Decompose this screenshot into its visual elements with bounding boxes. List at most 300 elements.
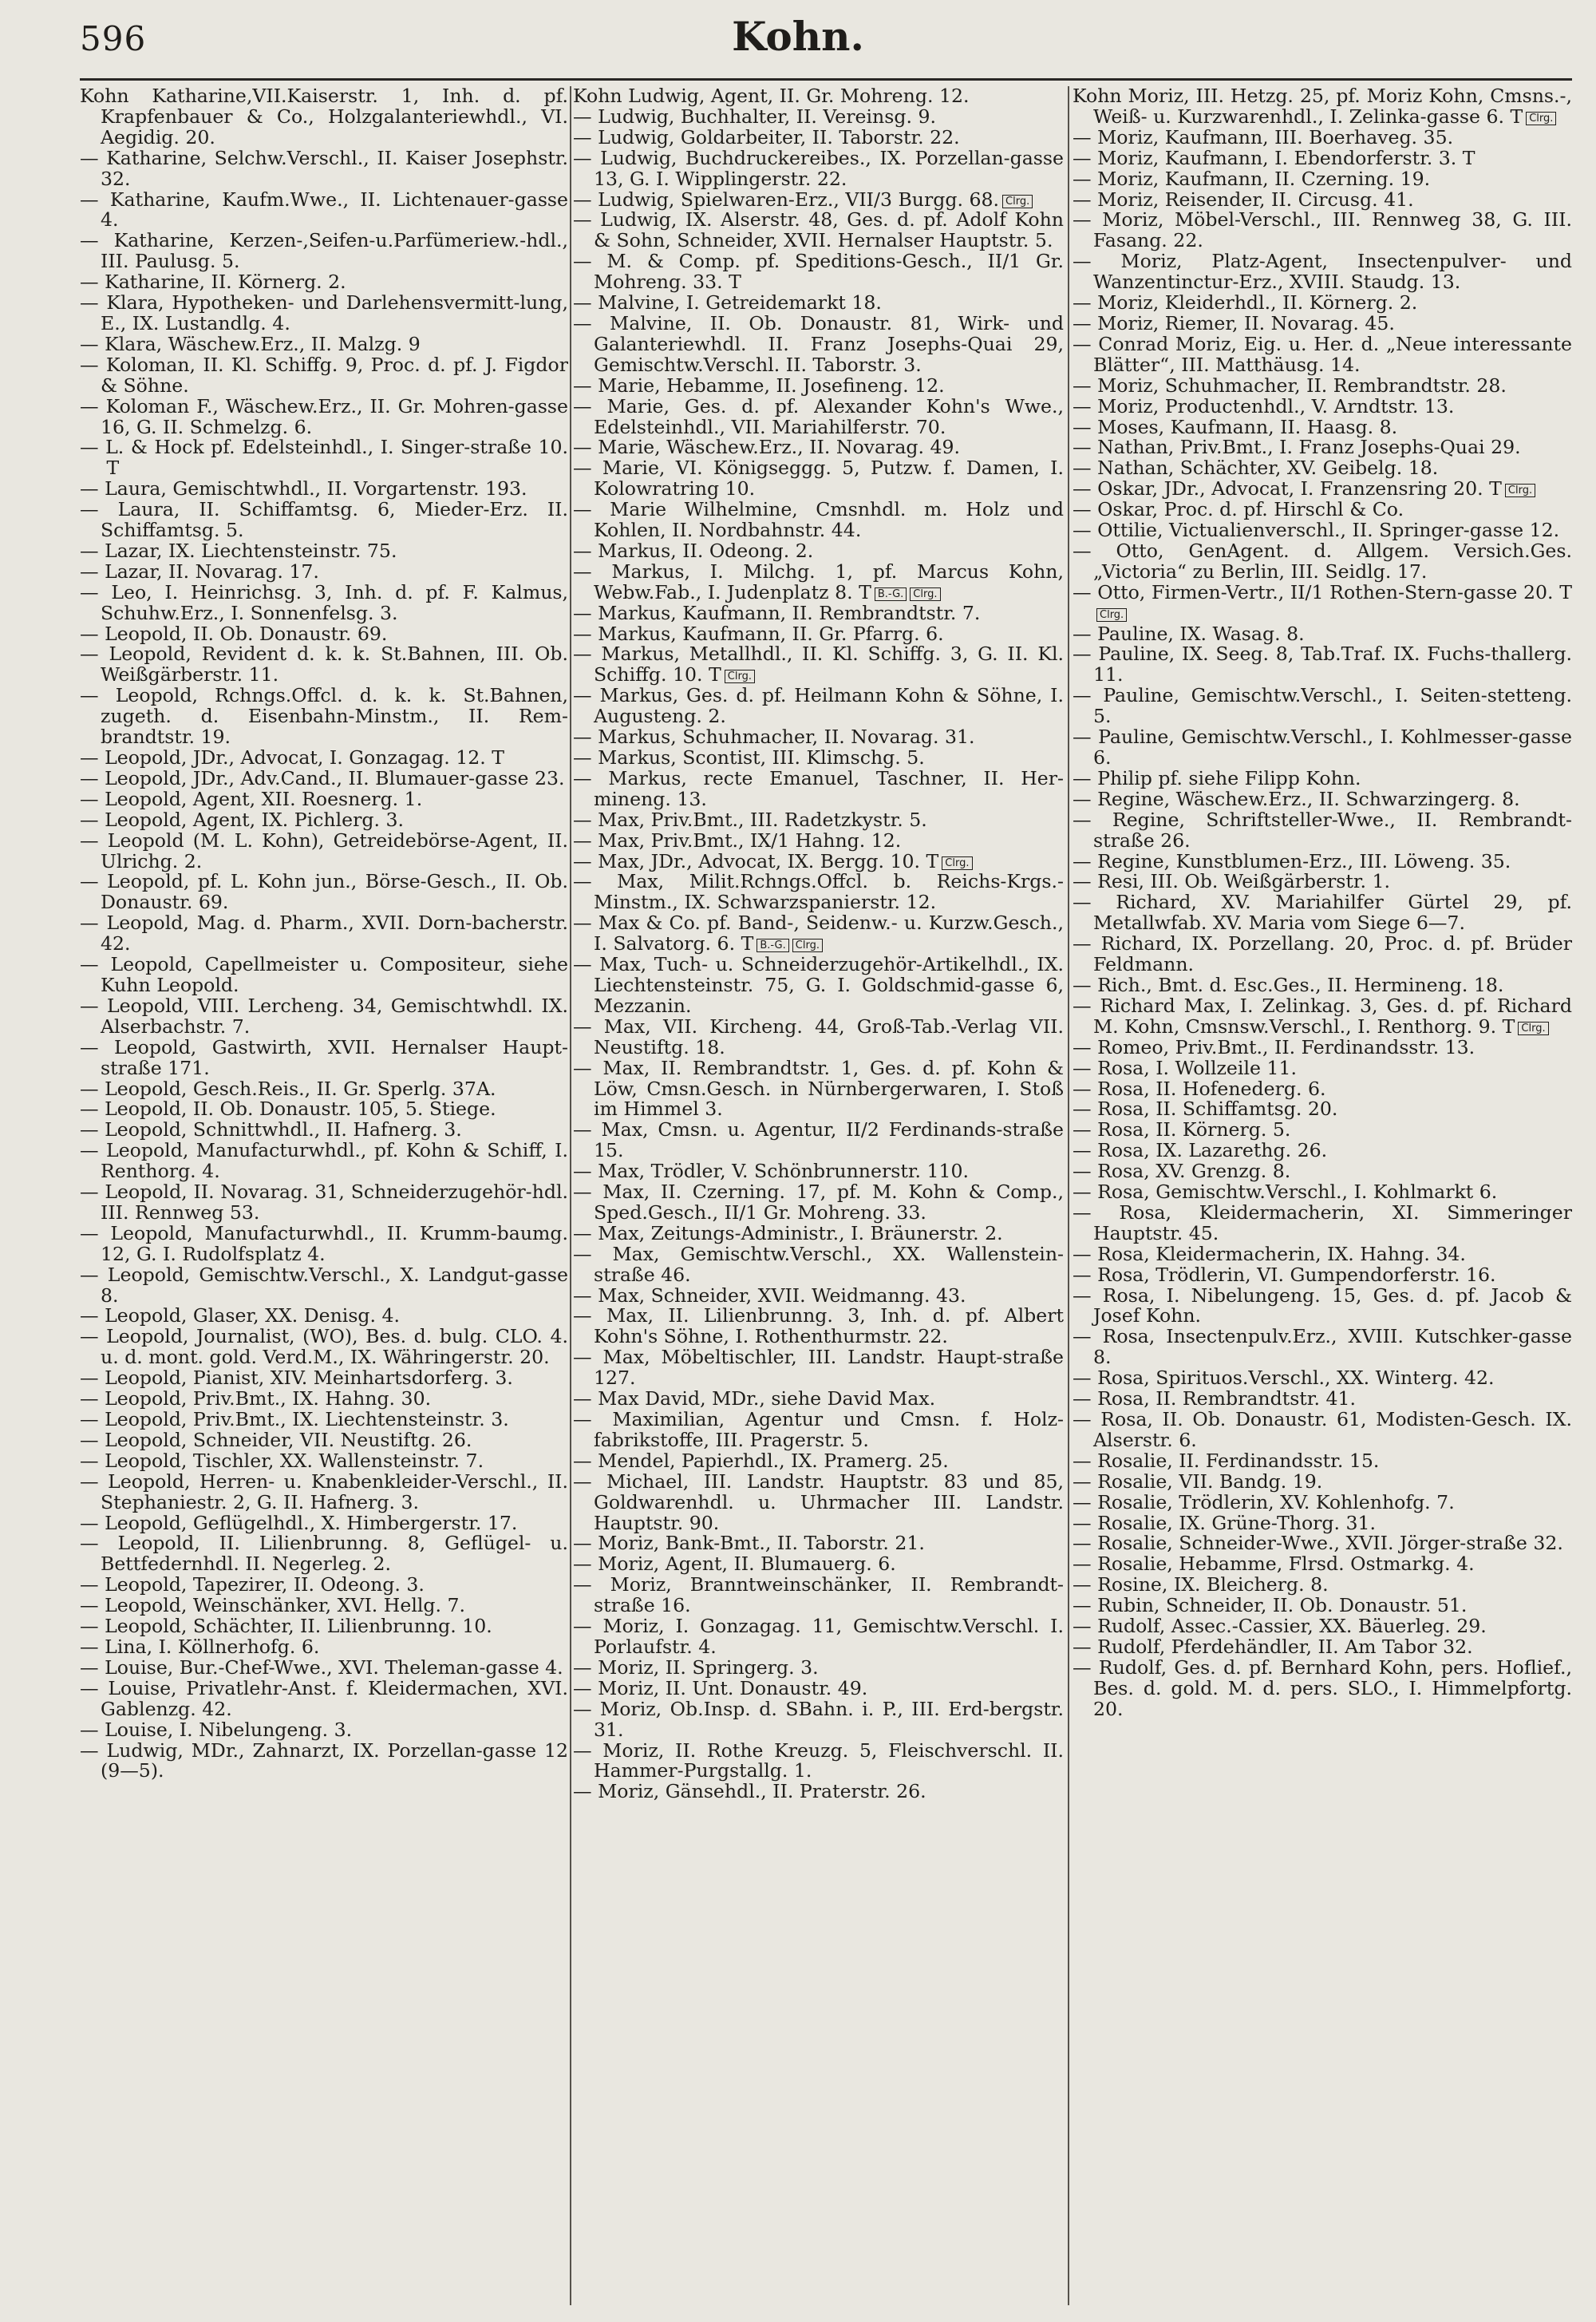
entry-text: — Michael, III. Landstr. Hauptstr. 83 und 85, Goldwarenhdl. u. Uhrmacher III. Landstr. Hauptstr. 90.	[573, 1470, 1064, 1534]
entry-text: — Leopold, II. Ob. Donaustr. 69.	[80, 622, 388, 645]
entry-text: — Maximilian, Agentur und Cmsn. f. Holz-fabrikstoffe, III. Pragerstr. 5.	[573, 1408, 1064, 1451]
directory-entry	[1073, 1513, 1572, 1534]
telephone-marker: T	[735, 932, 754, 955]
directory-entry	[1073, 766, 1572, 789]
page-title: Kohn.	[732, 13, 864, 60]
directory-entry	[573, 311, 1064, 376]
directory-entry	[1073, 1079, 1572, 1100]
directory-entry	[80, 562, 568, 583]
directory-entry	[80, 872, 568, 913]
directory-entry	[80, 1079, 568, 1100]
directory-entry	[1073, 580, 1572, 624]
entry-text: — Moriz, II. Rothe Kreuzg. 5, Fleischverschl. II. Hammer-Purgstallg. 1.	[573, 1739, 1064, 1782]
telephone-marker: T	[920, 849, 939, 872]
telephone-marker: T	[702, 663, 721, 686]
directory-entry	[80, 1035, 568, 1079]
entry-text: — Moses, Kaufmann, II. Haasg. 8.	[1073, 415, 1398, 438]
entry-text: — Laura, Gemischtwhdl., II. Vorgartenstr. 193.	[80, 477, 527, 500]
directory-entry	[1073, 125, 1572, 148]
entry-text: — Rosalie, IX. Grüne-Thorg. 31.	[1073, 1511, 1377, 1534]
entry-text: — Otto, GenAgent. d. Allgem. Versich.Ges. „Victoria“ zu Berlin, III. Seidlg. 17.	[1073, 539, 1572, 583]
directory-entry	[80, 479, 568, 500]
directory-entry	[1073, 148, 1572, 169]
directory-entry	[80, 996, 568, 1038]
entry-text: — Rosalie, VII. Bandg. 19.	[1073, 1470, 1323, 1493]
entry-text: — Markus, II. Odeong. 2.	[573, 539, 814, 562]
directory-entry	[573, 1286, 1064, 1307]
directory-entry	[80, 334, 568, 355]
entry-text: — Markus, I. Milchg. 1, pf. Marcus Kohn, Webw.Fab., I. Judenplatz 8.	[573, 560, 1064, 603]
entry-text: — Rosine, IX. Bleicherg. 8.	[1073, 1573, 1329, 1596]
entry-text: — Marie, Ges. d. pf. Alexander Kohn's Wwe., Edelsteinhdl., VII. Mariahilferstr. 70.	[573, 394, 1064, 438]
directory-entry	[80, 1430, 568, 1451]
entry-text: — Leopold, Priv.Bmt., IX. Liechtensteinstr. 3.	[80, 1408, 509, 1430]
entry-text: — Moriz, Productenhdl., V. Arndtstr. 13.	[1073, 394, 1455, 417]
entry-text: — Max, Zeitungs-Administr., I. Bräunerstr. 2.	[573, 1221, 1003, 1244]
entry-text: — Leopold, Agent, XII. Roesnerg. 1.	[80, 787, 423, 810]
entry-text: — Katharine, II. Körnerg. 2.	[80, 271, 346, 294]
directory-entry	[573, 148, 1064, 190]
entry-text: — Oskar, JDr., Advocat, I. Franzensring 20.	[1073, 477, 1483, 500]
column-divider-1	[570, 86, 571, 2305]
directory-entry	[573, 1161, 1064, 1182]
directory-entry	[80, 1410, 568, 1430]
directory-entry	[80, 293, 568, 334]
entry-text: — M. & Comp. pf. Speditions-Gesch., II/1 Gr. Mohreng. 33.	[573, 250, 1064, 294]
clearing-badge: Clrg.	[792, 939, 823, 952]
directory-entry	[1073, 1368, 1572, 1389]
entry-text: — Rudolf, Pferdehändler, II. Am Tabor 32.	[1073, 1635, 1473, 1658]
directory-entry	[1073, 541, 1572, 583]
entry-text: — Marie Wilhelmine, Cmsnhdl. m. Holz und Kohlen, II. Nordbahnstr. 44.	[573, 498, 1064, 542]
entry-text: — Moriz, Branntweinschänker, II. Rembrandt-straße 16.	[573, 1573, 1064, 1617]
directory-entry	[80, 580, 568, 624]
directory-entry	[573, 190, 1064, 211]
entry-text: — Max, JDr., Advocat, IX. Bergg. 10.	[573, 849, 921, 872]
entry-text: — Marie, Wäschew.Erz., II. Novarag. 49.	[573, 436, 961, 459]
entry-text: — Pauline, Gemischtw.Verschl., I. Kohlmesser-gasse 6.	[1073, 726, 1572, 769]
entry-text: — Markus, Ges. d. pf. Heilmann Kohn & Söhne, I. Augusteng. 2.	[573, 684, 1064, 728]
entry-text: — Leopold, II. Novarag. 31, Schneiderzugehör-hdl. III. Rennweg 53.	[80, 1181, 568, 1224]
telephone-marker: T	[1553, 580, 1572, 603]
directory-entry	[80, 1451, 568, 1472]
directory-entry	[80, 789, 568, 810]
clearing-badge: Clrg.	[725, 670, 755, 683]
directory-entry	[1073, 1327, 1572, 1368]
directory-entry	[1073, 1161, 1572, 1182]
entry-text: — Leopold, Gemischtw.Verschl., X. Landgut-gasse 8.	[80, 1263, 568, 1307]
directory-entry	[1073, 334, 1572, 376]
entry-text: — Leopold, Schnittwhdl., II. Hafnerg. 3.	[80, 1118, 462, 1141]
directory-entry	[1073, 520, 1572, 541]
entry-text: — Max, II. Rembrandtstr. 1, Ges. d. pf. Kohn & Löw, Cmsn.Gesch. in Nürnbergerwaren, I. Stoß im Himmel 3.	[573, 1056, 1064, 1121]
entry-text: — Rosa, XV. Grenzg. 8.	[1073, 1160, 1291, 1183]
directory-entry	[1073, 1490, 1572, 1513]
directory-entry	[1073, 1389, 1572, 1410]
directory-entry	[1073, 1637, 1572, 1658]
telephone-marker: T	[1456, 146, 1476, 169]
entry-text: — Moriz, Gänsehdl., II. Praterstr. 26.	[573, 1780, 926, 1803]
directory-entry	[573, 1389, 1064, 1410]
directory-entry	[1073, 437, 1572, 458]
directory-entry	[573, 1554, 1064, 1575]
entry-text: — Markus, Kaufmann, II. Rembrandtstr. 7.	[573, 601, 981, 624]
entry-text: — Leopold, Journalist, (WO), Bes. d. bulg. CLO. 4. u. d. mont. gold. Verd.M., IX. Währingerstr. 20.	[80, 1325, 568, 1369]
entry-text: — Moriz, II. Springerg. 3.	[573, 1655, 819, 1679]
directory-entry	[1073, 624, 1572, 645]
clearing-badge: Clrg.	[1505, 484, 1535, 497]
directory-entry	[573, 1306, 1064, 1347]
directory-entry	[1073, 872, 1572, 892]
entry-text: — Conrad Moriz, Eig. u. Her. d. „Neue interessante Blätter“, III. Matthäusg. 14.	[1073, 332, 1572, 376]
directory-entry	[573, 686, 1064, 727]
entry-text: — Regine, Kunstblumen-Erz., III. Löweng. 35.	[1073, 849, 1511, 872]
entry-text: — Leopold, Mag. d. Pharm., XVII. Dorn-bacherstr. 42.	[80, 912, 568, 955]
entry-text: — Rosa, II. Schiffamtsg. 20.	[1073, 1098, 1338, 1121]
entry-text: — Rosa, II. Körnerg. 5.	[1073, 1118, 1291, 1141]
entry-text: — Lina, I. Köllnerhofg. 6.	[80, 1635, 320, 1658]
entry-text: — Max, Trödler, V. Schönbrunnerstr. 110.	[573, 1160, 970, 1183]
directory-entry	[1073, 1265, 1572, 1286]
clearing-badge: B.-G.	[875, 587, 907, 601]
entry-text: — Rosalie, Hebamme, Flrsd. Ostmarkg. 4.	[1073, 1553, 1475, 1576]
entry-text: — Rosa, Trödlerin, VI. Gumpendorferstr. 16.	[1073, 1263, 1496, 1286]
directory-entry	[80, 148, 568, 190]
entry-text: — Ludwig, MDr., Zahnarzt, IX. Porzellan-gasse 12 (9—5).	[80, 1739, 568, 1782]
entry-text: — Rosalie, Schneider-Wwe., XVII. Jörger-straße 32.	[1073, 1532, 1563, 1555]
directory-entry	[1073, 417, 1572, 438]
entry-text: — Max, II. Lilienbrunng. 3, Inh. d. pf. Albert Kohn's Söhne, I. Rothenthurmstr. 22.	[573, 1304, 1064, 1348]
entry-text: — Markus, Kaufmann, II. Gr. Pfarrg. 6.	[573, 622, 944, 645]
directory-entry	[80, 1368, 568, 1389]
directory-entry	[1073, 376, 1572, 397]
directory-entry	[573, 1575, 1064, 1616]
entry-text: — Max, Gemischtw.Verschl., XX. Wallenstein-straße 46.	[573, 1242, 1064, 1286]
entry-text: — Max, Cmsn. u. Agentur, II/2 Ferdinands-straße 15.	[573, 1118, 1064, 1162]
telephone-marker: T	[101, 457, 120, 480]
directory-entry	[1073, 1058, 1572, 1079]
directory-entry	[80, 541, 568, 562]
entry-text: — Rosa, Kleidermacherin, XI. Simmeringer Hauptstr. 45.	[1073, 1201, 1572, 1244]
entry-text: — Max, Milit.Rchngs.Offcl. b. Reichs-Krgs.-Minstm., IX. Schwarzspanierstr. 12.	[573, 870, 1064, 914]
directory-entry	[573, 1472, 1064, 1534]
directory-entry	[80, 913, 568, 955]
clearing-badge: Clrg.	[1096, 608, 1127, 622]
directory-entry	[573, 1699, 1064, 1741]
directory-entry	[573, 1676, 1064, 1699]
directory-entry	[1073, 1554, 1572, 1575]
directory-entry	[80, 1327, 568, 1368]
directory-entry	[1073, 996, 1572, 1038]
directory-entry	[80, 810, 568, 831]
entry-text: — Rubin, Schneider, II. Ob. Donaustr. 51.	[1073, 1594, 1468, 1617]
directory-entry	[1073, 1244, 1572, 1265]
directory-entry	[1073, 1533, 1572, 1554]
entry-text: — Rosa, Gemischtw.Verschl., I. Kohlmarkt 6.	[1073, 1181, 1498, 1204]
clearing-badge: Clrg.	[1526, 112, 1556, 125]
directory-entry	[1073, 210, 1572, 251]
directory-entry	[573, 1616, 1064, 1658]
entry-text: — Lazar, IX. Liechtensteinstr. 75.	[80, 539, 397, 562]
directory-entry	[573, 1244, 1064, 1286]
entry-text: — Max David, MDr., siehe David Max.	[573, 1387, 936, 1410]
directory-entry	[80, 1533, 568, 1575]
entry-text: — Leopold, Capellmeister u. Compositeur, siehe Kuhn Leopold.	[80, 953, 568, 996]
entry-text: — Resi, III. Ob. Weißgärberstr. 1.	[1073, 870, 1391, 893]
directory-entry	[80, 1120, 568, 1141]
entry-text: — Leopold, Rchngs.Offcl. d. k. k. St.Bahnen, zugeth. d. Eisenbahn-Minstm., II. Rem-brandtstr. 19.	[80, 684, 568, 749]
entry-text: — Moriz, Möbel-Verschl., III. Rennweg 38, G. III. Fasang. 22.	[1073, 208, 1572, 252]
directory-entry	[80, 955, 568, 996]
entry-text: — Malvine, II. Ob. Donaustr. 81, Wirk- und Galanteriewhdl. II. Franz Josephs-Quai 29, Gemischtw.Verschl. II. Taborstr. 3.	[573, 311, 1064, 376]
entry-text: — Rudolf, Ges. d. pf. Bernhard Kohn, pers. Hoflief., Bes. d. gold. M. d. pers. SLO., I. Himmelpfortg. 20.	[1073, 1655, 1572, 1720]
directory-entry	[80, 1616, 568, 1637]
entry-text: — Ludwig, Buchhalter, II. Vereinsg. 9.	[573, 105, 936, 128]
entry-text: — Moriz, Reisender, II. Circusg. 41.	[1073, 188, 1414, 211]
entry-text: — Laura, II. Schiffamtsg. 6, Mieder-Erz. II. Schiffamtsg. 5.	[80, 498, 568, 542]
entry-text: — Pauline, IX. Seeg. 8, Tab.Traf. IX. Fuchs-thallerg. 11.	[1073, 643, 1572, 686]
entry-text: — Moriz, Platz-Agent, Insectenpulver- und Wanzentinctur-Erz., XVIII. Staudg. 13.	[1073, 250, 1572, 294]
directory-entry	[573, 458, 1064, 500]
entry-text: — Philip pf. siehe Filipp Kohn.	[1073, 766, 1361, 789]
entry-text: — Marie, Hebamme, II. Josefineng. 12.	[573, 374, 945, 397]
directory-entry	[80, 1182, 568, 1224]
directory-entry	[1073, 934, 1572, 975]
entry-text: — Rich., Bmt. d. Esc.Ges., II. Hermineng. 18.	[1073, 973, 1504, 996]
entry-text: — Rosa, Spirituos.Verschl., XX. Winterg. 42.	[1073, 1367, 1495, 1390]
entry-text: — Moriz, I. Gonzagag. 11, Gemischtw.Verschl. I. Porlaufstr. 4.	[573, 1615, 1064, 1658]
telephone-marker: T	[852, 580, 871, 603]
directory-entry	[1073, 789, 1572, 810]
entry-text: — Max, VII. Kircheng. 44, Groß-Tab.-Verlag VII. Neustiftg. 18.	[573, 1015, 1064, 1058]
entry-text: — Leopold, Pianist, XIV. Meinhartsdorferg. 3.	[80, 1367, 513, 1390]
entry-text: — Koloman F., Wäschew.Erz., II. Gr. Mohren-gasse 16, G. II. Schmelzg. 6.	[80, 394, 568, 438]
directory-entry	[1073, 1410, 1572, 1451]
entry-text: — Moriz, Agent, II. Blumauerg. 6.	[573, 1553, 896, 1576]
directory-entry	[80, 1720, 568, 1741]
directory-entry	[1073, 458, 1572, 479]
entry-text: — Max, Möbeltischler, III. Landstr. Haupt-straße 127.	[573, 1346, 1064, 1390]
entry-text: — Leopold, Priv.Bmt., IX. Hahng. 30.	[80, 1387, 432, 1410]
directory-entry	[80, 1676, 568, 1720]
entry-text: — Nathan, Schächter, XV. Geibelg. 18.	[1073, 457, 1439, 480]
entry-text: — Leopold, Tischler, XX. Wallensteinstr. 7.	[80, 1449, 484, 1472]
entry-text: — Louise, Privatlehr-Anst. f. Kleidermachen, XVI. Gablenzg. 42.	[80, 1676, 568, 1720]
telephone-marker: T	[485, 746, 504, 769]
entry-text: — Ludwig, Spielwaren-Erz., VII/3 Burgg. 68.	[573, 188, 1000, 211]
entry-text: — Klara, Hypotheken- und Darlehensvermitt-lung, E., IX. Lustandlg. 4.	[80, 291, 568, 334]
entry-text: Kohn Moriz, III. Hetzg. 25, pf. Moriz Kohn, Cmsns.-, Weiß- u. Kurzwarenhdl., I. Zelinka-gasse 6.	[1073, 86, 1572, 128]
directory-entry	[80, 1741, 568, 1782]
directory-entry	[573, 644, 1064, 686]
directory-entry	[573, 748, 1064, 769]
directory-entry	[1073, 849, 1572, 872]
directory-entry	[80, 1513, 568, 1534]
header-rule	[80, 78, 1572, 81]
directory-entry	[80, 231, 568, 272]
directory-entry	[80, 686, 568, 748]
directory-entry	[573, 251, 1064, 293]
entry-text: — Leopold, Manufacturwhdl., II. Krumm-baumg. 12, G. I. Rudolfsplatz 4.	[80, 1221, 568, 1265]
directory-entry	[1073, 251, 1572, 293]
entry-text: — Rosa, II. Hofenederg. 6.	[1073, 1077, 1326, 1100]
entry-text: — Rosa, Insectenpulv.Erz., XVIII. Kutschker-gasse 8.	[1073, 1325, 1572, 1369]
entry-text: — Leo, I. Heinrichsg. 3, Inh. d. pf. F. Kalmus, Schuhw.Erz., I. Sonnenfelsg. 3.	[80, 580, 568, 624]
entry-text: — Max, Schneider, XVII. Weidmanng. 43.	[573, 1284, 966, 1307]
directory-entry	[1073, 1035, 1572, 1058]
directory-entry	[1073, 644, 1572, 686]
entry-text: — Lazar, II. Novarag. 17.	[80, 560, 319, 583]
directory-entry	[80, 1221, 568, 1265]
entry-text: — Rosa, IX. Lazarethg. 26.	[1073, 1139, 1328, 1162]
entry-text: — Rosalie, II. Ferdinandsstr. 15.	[1073, 1449, 1380, 1472]
entry-text: — Max & Co. pf. Band-, Seidenw.- u. Kurzw.Gesch., I. Salvatorg. 6.	[573, 912, 1064, 955]
telephone-marker: T	[722, 271, 741, 294]
directory-entry	[573, 1017, 1064, 1058]
directory-entry	[573, 955, 1064, 1017]
column-divider-2	[1068, 86, 1069, 2305]
entry-text: — Katharine, Kaufm.Wwe., II. Lichtenauer-gasse 4.	[80, 188, 568, 231]
directory-entry	[80, 1596, 568, 1616]
directory-entry	[80, 1389, 568, 1410]
clearing-badge: B.-G.	[757, 939, 788, 952]
entry-text: — Leopold, JDr., Adv.Cand., II. Blumauer-gasse 23.	[80, 766, 565, 789]
entry-text: — Max, Priv.Bmt., III. Radetzkystr. 5.	[573, 808, 927, 831]
directory-entry	[573, 1058, 1064, 1121]
directory-entry	[1073, 1616, 1572, 1637]
directory-entry	[1073, 810, 1572, 852]
directory-entry	[80, 1306, 568, 1327]
directory-entry	[573, 541, 1064, 562]
directory-entry	[573, 562, 1064, 603]
entry-text: — Leopold, Revident d. k. k. St.Bahnen, III. Ob. Weißgärberstr. 11.	[80, 643, 568, 686]
entry-text: — Katharine, Selchw.Verschl., II. Kaiser Josephstr. 32.	[80, 146, 568, 190]
directory-entry	[573, 1120, 1064, 1161]
directory-entry	[573, 1533, 1064, 1554]
directory-entry	[80, 1655, 568, 1679]
entry-text: — Regine, Wäschew.Erz., II. Schwarzingerg. 8.	[1073, 787, 1520, 810]
directory-entry	[573, 766, 1064, 810]
entry-text: — Mendel, Papierhdl., IX. Pramerg. 25.	[573, 1449, 949, 1472]
entry-text: — Leopold, Glaser, XX. Denisg. 4.	[80, 1304, 401, 1327]
directory-entry	[573, 913, 1064, 955]
directory-entry	[1073, 1099, 1572, 1120]
directory-entry	[573, 1410, 1064, 1451]
directory-entry	[573, 293, 1064, 314]
entry-text: — Moriz, Schuhmacher, II. Rembrandtstr. 28.	[1073, 374, 1507, 397]
entry-text: — Leopold (M. L. Kohn), Getreidebörse-Agent, II. Ulrichg. 2.	[80, 829, 568, 872]
entry-text: — Ludwig, Goldarbeiter, II. Taborstr. 22.	[573, 125, 960, 148]
directory-entry	[80, 86, 568, 148]
entry-text: — Moriz, Kaufmann, I. Ebendorferstr. 3.	[1073, 146, 1457, 169]
entry-text: — Leopold, II. Lilienbrunng. 8, Geflügel- u. Bettfedernhdl. II. Negerleg. 2.	[80, 1532, 568, 1576]
entry-text: — Moriz, Kaufmann, III. Boerhaveg. 35.	[1073, 125, 1454, 148]
entry-text: — Louise, Bur.-Chef-Wwe., XVI. Theleman-gasse 4.	[80, 1655, 563, 1679]
entry-text: — Leopold, Manufacturwhdl., pf. Kohn & Schiff, I. Renthorg. 4.	[80, 1139, 568, 1183]
directory-entry	[80, 1099, 568, 1120]
directory-entry	[1073, 1472, 1572, 1493]
entry-text: — Pauline, IX. Wasag. 8.	[1073, 622, 1305, 645]
entry-text: — Moriz, Kleiderhdl., II. Körnerg. 2.	[1073, 291, 1418, 314]
entry-text: — Rosa, I. Nibelungeng. 15, Ges. d. pf. Jacob & Josef Kohn.	[1073, 1284, 1572, 1327]
directory-entry	[573, 831, 1064, 852]
directory-entry	[573, 107, 1064, 128]
entry-text: — Markus, Scontist, III. Klimschg. 5.	[573, 746, 925, 769]
clearing-badge: Clrg.	[1518, 1022, 1548, 1035]
directory-entry	[1073, 311, 1572, 334]
entry-text: — Moriz, Ob.Insp. d. SBahn. i. P., III. Erd-bergstr. 31.	[573, 1697, 1064, 1741]
entry-text: — Rosa, II. Rembrandtstr. 41.	[1073, 1387, 1356, 1410]
entry-text: — Leopold, JDr., Advocat, I. Gonzagag. 12.	[80, 746, 486, 769]
directory-column-2	[573, 86, 1064, 2305]
directory-entry	[80, 1265, 568, 1307]
directory-entry	[1073, 1575, 1572, 1596]
directory-entry	[573, 727, 1064, 748]
entry-text: — Moriz, Kaufmann, II. Czerning. 19.	[1073, 167, 1431, 190]
entry-text: — Katharine, Kerzen-,Seifen-u.Parfümeriew.-hdl., III. Paulusg. 5.	[80, 229, 568, 273]
entry-text: — Moriz, II. Unt. Donaustr. 49.	[573, 1676, 868, 1699]
directory-entry	[80, 644, 568, 686]
directory-entry	[573, 1451, 1064, 1472]
entry-text: — Max, II. Czerning. 17, pf. M. Kohn & Comp., Sped.Gesch., II/1 Gr. Mohreng. 33.	[573, 1181, 1064, 1224]
directory-entry	[80, 831, 568, 872]
entry-text: — Markus, Metallhdl., II. Kl. Schiffg. 3, G. II. Kl. Schiffg. 10.	[573, 643, 1064, 686]
entry-text: — Leopold, II. Ob. Donaustr. 105, 5. Stiege.	[80, 1098, 496, 1121]
directory-entry	[1073, 1451, 1572, 1472]
directory-entry	[573, 1347, 1064, 1389]
entry-text: — Leopold, Schneider, VII. Neustiftg. 26.	[80, 1428, 472, 1451]
entry-text: — Moriz, Bank-Bmt., II. Taborstr. 21.	[573, 1532, 925, 1555]
directory-entry	[1073, 1141, 1572, 1161]
directory-entry	[1073, 190, 1572, 211]
directory-column-1	[80, 86, 568, 2305]
directory-entry	[80, 1141, 568, 1182]
directory-entry	[1073, 1596, 1572, 1616]
telephone-marker: T	[1496, 1015, 1515, 1038]
directory-entry	[573, 1221, 1064, 1244]
directory-entry	[80, 272, 568, 293]
entry-text: — Leopold, Gesch.Reis., II. Gr. Sperlg. 37A.	[80, 1077, 496, 1100]
entry-text: — L. & Hock pf. Edelsteinhdl., I. Singer-straße 10.	[80, 436, 568, 459]
directory-entry	[573, 125, 1064, 148]
clearing-badge: Clrg.	[942, 856, 972, 870]
directory-entry	[1073, 1203, 1572, 1244]
entry-text: — Richard, IX. Porzellang. 20, Proc. d. pf. Brüder Feldmann.	[1073, 932, 1572, 976]
directory-entry	[573, 394, 1064, 438]
directory-entry	[80, 500, 568, 541]
directory-entry	[1073, 1286, 1572, 1327]
directory-entry	[573, 86, 1064, 107]
directory-entry	[80, 624, 568, 645]
entry-text: — Nathan, Priv.Bmt., I. Franz Josephs-Quai 29.	[1073, 436, 1521, 459]
clearing-badge: Clrg.	[1002, 195, 1033, 208]
directory-entry	[1073, 86, 1572, 128]
entry-text: — Max, Tuch- u. Schneiderzugehör-Artikelhdl., IX. Liechtensteinstr. 75, G. I. Goldschmid-gasse 6, Mezzanin.	[573, 953, 1064, 1017]
directory-entry	[1073, 892, 1572, 934]
directory-entry	[573, 210, 1064, 251]
directory-entry	[1073, 975, 1572, 996]
directory-entry	[573, 624, 1064, 645]
entry-text: — Rudolf, Assec.-Cassier, XX. Bäuerleg. 29.	[1073, 1615, 1487, 1638]
entry-text: — Ottilie, Victualienverschl., II. Springer-gasse 12.	[1073, 519, 1560, 542]
entry-text: — Richard Max, I. Zelinkag. 3, Ges. d. pf. Richard M. Kohn, Cmsnsw.Verschl., I. Renthorg. 9.	[1073, 994, 1572, 1038]
page-number: 596	[80, 19, 147, 58]
directory-entry	[573, 1655, 1064, 1679]
entry-text: — Regine, Schriftsteller-Wwe., II. Rembrandt-straße 26.	[1073, 808, 1572, 852]
directory-entry	[1073, 1120, 1572, 1141]
entry-text: — Richard, XV. Mariahilfer Gürtel 29, pf. Metallwfab. XV. Maria vom Siege 6—7.	[1073, 891, 1572, 935]
entry-text: — Leopold, Herren- u. Knabenkleider-Verschl., II. Stephaniestr. 2, G. II. Hafnerg. 3.	[80, 1470, 568, 1513]
